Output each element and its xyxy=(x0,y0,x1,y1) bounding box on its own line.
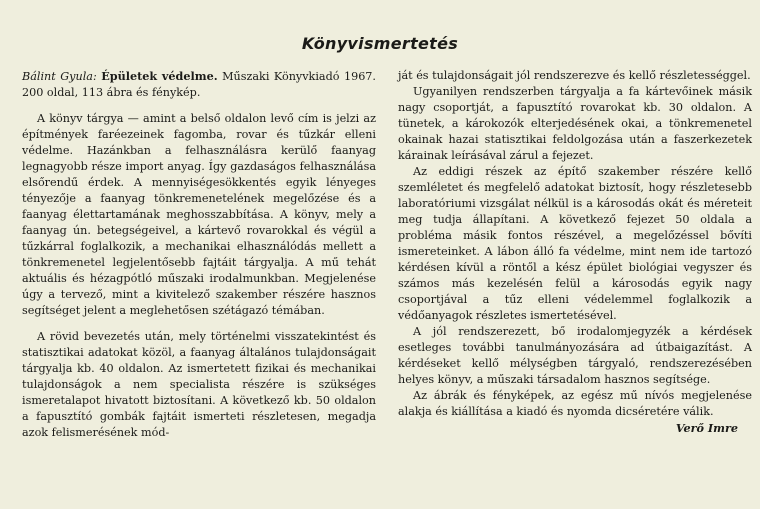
left-paragraph-2: A rövid bevezetés után, mely történelmi visszatekintést és statisztikai adatokat közöl, a faanyag általános tulajdonságait tárgyalja kb. 40 oldalon. Az ismertetett fizikai és mechanikai tulajdonságok a nem specialista részére is szükséges ismeretalapot hivatott biztosítani. A következő kb. 50 oldalon a fapusztító gombák fajtáit ismerteti részletesen, megadja azok felismerésének mód- xyxy=(22,330,376,439)
citation xyxy=(22,68,376,101)
citation-author: Bálint Gyula: xyxy=(22,70,97,83)
citation-book-title: Épületek védelme. xyxy=(101,69,218,83)
page-title: Könyvismertetés xyxy=(301,34,459,53)
left-column xyxy=(22,68,376,441)
review-signature: Verő Imre xyxy=(675,421,738,435)
right-paragraph-3: A jól rendszerezett, bő irodalomjegyzék a kérdések esetleges további tanulmányozására ad útbaigazítást. A kérdéseket kellő mélységben tárgyaló, rendszerezésében helyes könyv, a műszaki társadalom hasznos segítsége. xyxy=(398,325,752,386)
right-paragraph-1: Ugyanilyen rendszerben tárgyalja a fa kártevőinek másik nagy csoportját, a fapusztító rovarokat kb. 30 oldalon. A tünetek, a károkozók elterjedésének okai, a tönkremenetel okainak hazai statisztikai feldolgozása után a faszerkezetek kárainak leírásával zárul a fejezet. xyxy=(398,85,752,162)
right-paragraph-0: ját és tulajdonságait jól rendszerezve és kellő részletességgel. xyxy=(398,69,751,82)
right-paragraph-4: Az ábrák és fényképek, az egész mű nívós megjelenése alakja és kiállítása a kiadó és nyomda dicséretére válik. xyxy=(398,389,752,418)
right-column xyxy=(398,68,752,436)
right-paragraph-2: Az eddigi részek az építő szakember részére kellő szemléletet és megfelelő adatokat biztosít, hogy részletesebb laboratóriumi vizsgálat nélkül is a károsodás okát és méreteit meg tudja állapítani. A következő fejezet 50 oldala a probléma másik fontos részével, a megelőzéssel bővíti ismereteinket. A lábon álló fa védelme, mint nem ide tartozó kérdésen kívül a röntől a kész épület biológiai vegyszer és számos más kezelésén felül a károsodás egyik nagy csoportjával a tűz elleni védelemmel foglalkozik a védőanyagok részletes ismertetésével. xyxy=(398,165,752,322)
left-paragraph-1: A könyv tárgya — amint a belső oldalon levő cím is jelzi az építmények faréezeinek fagomba, rovar és tűzkár elleni védelme. Hazánkban a felhasználásra kerülő faanyag legnagyobb része import anyag. Így gazdaságos felhasználása elsőrendű érdek. A mennyiségesökkentés egyik lényeges tényezője a faanyag tönkremenetelének megelőzése és a faanyag élettartamának meghosszabbítása. A könyv, mely a faanyag ún. betegségeivel, a kártevő rovarokkal és végül a tűzkárral foglalkozik, a mechanikai elhasználódás mellett a tönkremenetel legjelentősebb fajtáit tárgyalja. A mű tehát aktuális és hézagpótló műszaki irodalmunkban. Megjelenése úgy a tervező, mint a kivitelező szakember részére hasznos segítséget jelent a meglehetősen szétágazó témában. xyxy=(22,112,376,317)
citation-details: Műszaki Könyvkiadó 1967. 200 oldal, 113 ábra és fénykép. xyxy=(22,70,376,99)
